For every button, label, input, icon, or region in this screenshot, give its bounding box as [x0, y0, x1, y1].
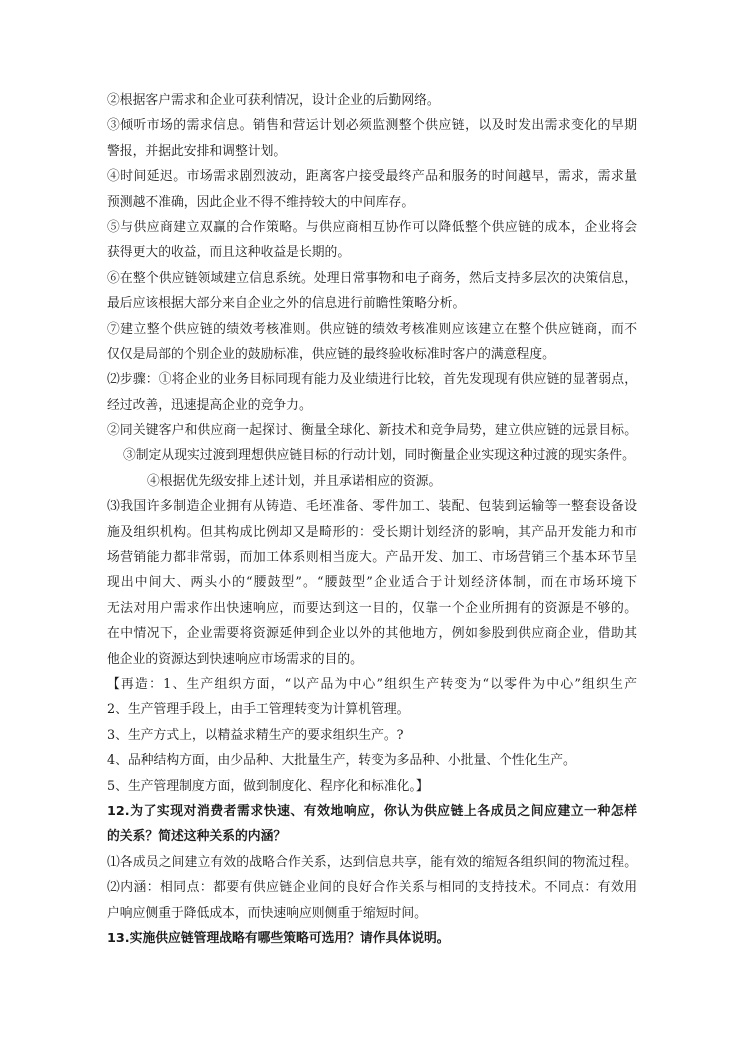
- document-page: [107, 88, 637, 951]
- text-line: 预测越不准确，因此企业不得不维持较大的中间库存。: [107, 194, 415, 210]
- text-line: 警报，并据此安排和调整计划。: [107, 143, 287, 159]
- text-line: 5、生产管理制度方面，做到制度化、程序化和标准化。】: [107, 778, 429, 794]
- question-heading: 的关系？简述这种关系的内涵？: [107, 829, 287, 845]
- question-heading: 12.为了实现对消费者需求快速、有效地响应，你认为供应链上各成员之间应建立一种怎样: [107, 803, 637, 819]
- text-line: ⑦建立整个供应链的绩效考核准则。供应链的绩效考核准则应该建立在整个供应链商，而不: [107, 321, 637, 337]
- text-line: 2、生产管理手段上，由手工管理转变为计算机管理。: [107, 702, 410, 718]
- text-line: 3、生产方式上，以精益求精生产的要求组织生产。?: [107, 727, 404, 743]
- text-line: 【再造：1、生产组织方面，“以产品为中心”组织生产转变为“以零件为中心”组织生产: [107, 676, 637, 692]
- text-line: 现出中间大、两头小的“腰鼓型”。“腰鼓型”企业适合于计划经济体制，而在市场环境下: [107, 575, 637, 591]
- text-line: ⑤与供应商建立双赢的合作策略。与供应商相互协作可以降低整个供应链的成本，企业将会: [107, 219, 637, 235]
- text-line: 4、品种结构方面，由少品种、大批量生产，转变为多品种、小批量、个性化生产。: [107, 753, 576, 769]
- text-line: 他企业的资源达到快速响应市场需求的目的。: [107, 651, 363, 667]
- text-line: 获得更大的收益，而且这种收益是长期的。: [107, 245, 351, 261]
- text-line: 最后应该根据大部分来自企业之外的信息进行前瞻性策略分析。: [107, 296, 466, 312]
- text-line: ⑵步骤：①将企业的业务目标同现有能力及业绩进行比较，首先发现现有供应链的显著弱点，: [107, 372, 637, 388]
- text-line: ⑵内涵：相同点：都要有供应链企业间的良好合作关系与相同的支持技术。不同点：有效用: [107, 880, 637, 896]
- text-line: 在中情况下，企业需要将资源延伸到企业以外的其他地方，例如参股到供应商企业，借助其: [107, 626, 637, 642]
- text-line: 无法对用户需求作出快速响应，而要达到这一目的，仅靠一个企业所拥有的资源是不够的。: [107, 600, 637, 616]
- text-line: ③制定从现实过渡到理想供应链目标的行动计划，同时衡量企业实现这种过渡的现实条件。: [123, 448, 635, 464]
- question-heading: 13.实施供应链管理战略有哪些策略可选用？请作具体说明。: [107, 930, 450, 946]
- text-line: ④时间延迟。市场需求剧烈波动，距离客户接受最终产品和服务的时间越早，需求，需求量: [107, 169, 637, 185]
- text-line: ②根据客户需求和企业可获利情况，设计企业的后勤网络。: [107, 93, 440, 108]
- text-line: 户响应侧重于降低成本，而快速响应则侧重于缩短时间。: [107, 905, 427, 921]
- text-line: 仅仅是局部的个别企业的鼓励标准，供应链的最终验收标准时客户的满意程度。: [107, 346, 555, 362]
- text-line: ⑴各成员之间建立有效的战略合作关系，达到信息共享，能有效的缩短各组织间的物流过程。: [107, 854, 637, 870]
- text-line: ⑥在整个供应链领域建立信息系统。处理日常事物和电子商务，然后支持多层次的决策信息，: [107, 270, 637, 286]
- text-line: 经过改善，迅速提高企业的竞争力。: [107, 397, 312, 413]
- text-line: ③倾听市场的需求信息。销售和营运计划必须监测整个供应链，以及时发出需求变化的早期: [107, 118, 637, 134]
- text-line: 施及组织机构。但其构成比例却又是畸形的：受长期计划经济的影响，其产品开发能力和市: [107, 524, 637, 540]
- text-line: ④根据优先级安排上述计划，并且承诺相应的资源。: [147, 473, 442, 489]
- text-line: ⑶我国许多制造企业拥有从铸造、毛坯准备、零件加工、装配、包装到运输等一整套设备设: [107, 499, 637, 515]
- text-line: ②同关键客户和供应商一起探讨、衡量全球化、新技术和竞争局势，建立供应链的远景目标。: [107, 423, 637, 439]
- text-line: 场营销能力都非常弱，而加工体系则相当庞大。产品开发、加工、市场营销三个基本环节呈: [107, 550, 637, 566]
